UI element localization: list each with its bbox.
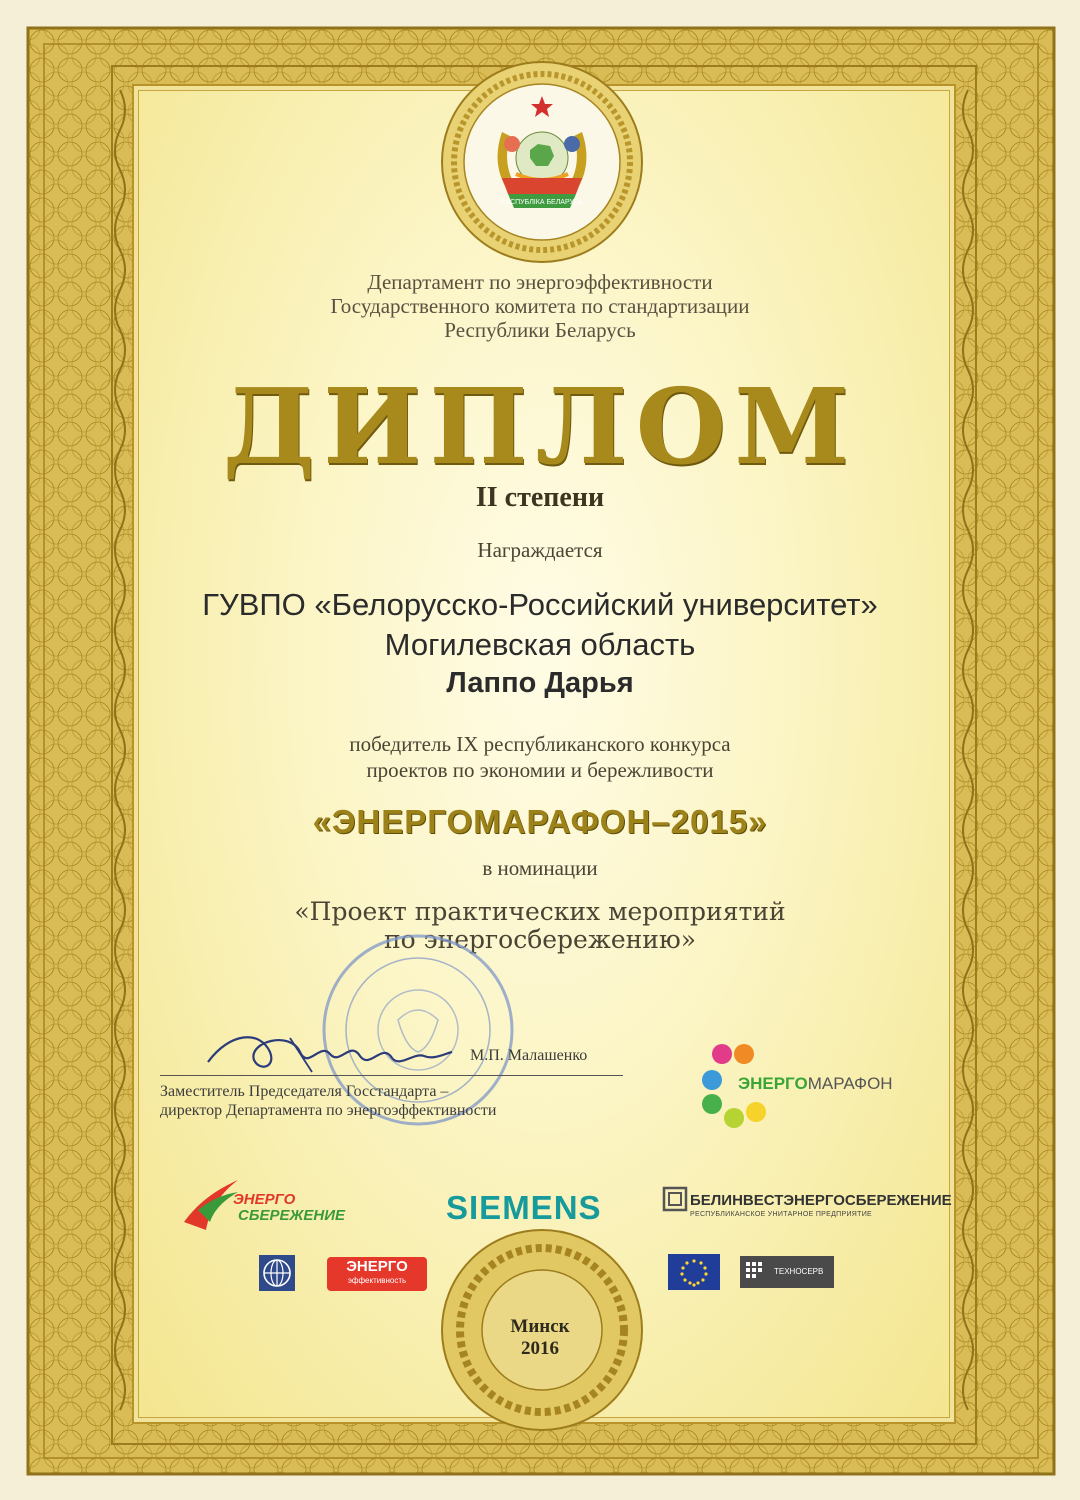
position-line: директор Департамента по энергоэффективности [160, 1102, 497, 1119]
svg-text:РЭСПУБЛІКА БЕЛАРУСЬ: РЭСПУБЛІКА БЕЛАРУСЬ [500, 199, 584, 206]
technoserv-logo [740, 1256, 834, 1288]
energy-badge-subtitle: эффективность [347, 1276, 407, 1285]
energy-badge-title: ЭНЕРГО [346, 1258, 408, 1275]
nomination-label: в номинации [482, 856, 598, 880]
signer-name: М.П. Малашенко [470, 1047, 588, 1064]
belinvest-logo-subtitle: РЕСПУБЛИКАНСКОЕ УНИТАРНОЕ ПРЕДПРИЯТИЕ [690, 1211, 873, 1218]
issue-city: Минск [510, 1316, 570, 1337]
diploma-degree: II степени [475, 482, 605, 513]
technoserv-grid-icon [746, 1262, 768, 1282]
issuing-department [0, 270, 1080, 342]
winner-line: проектов по экономии и бережливости [366, 758, 714, 782]
eu-flag-icon [668, 1254, 720, 1290]
signer-position [160, 1082, 496, 1120]
organization-name: ГУВПО «Белорусско-Российский университет» [202, 587, 878, 622]
winner-line: победитель IX республиканского конкурса [349, 732, 731, 756]
department-line: Департамент по энергоэффективности [367, 270, 713, 294]
nomination-line: по энергосбережению» [383, 925, 697, 954]
nomination-line: «Проект практических мероприятий [294, 897, 786, 926]
handwritten-signature [200, 1012, 460, 1082]
energo-savings-logo-line2: СБЕРЕЖЕНИЕ [238, 1207, 346, 1224]
winner-description [0, 731, 1080, 783]
contest-name: «ЭНЕРГОМАРАФОН–2015» [312, 803, 768, 840]
energo-savings-logo-line1: ЭНЕРГО [233, 1191, 296, 1208]
department-line: Государственного комитета по стандартизации [330, 294, 750, 318]
energy-efficiency-badge [327, 1257, 427, 1291]
issue-year: 2016 [521, 1338, 559, 1359]
world-bank-globe-icon [258, 1254, 296, 1292]
recipient-organization [0, 585, 1080, 665]
technoserv-label: ТЕХНОСЕРВ [774, 1267, 824, 1276]
belinvest-logo-title: БЕЛИНВЕСТЭНЕРГОСБЕРЕЖЕНИЕ [690, 1192, 952, 1209]
department-line: Республики Беларусь [444, 318, 636, 342]
signature-line [160, 1075, 623, 1076]
position-line: Заместитель Председателя Госстандарта – [160, 1083, 449, 1100]
belinvest-logo-icon [662, 1186, 688, 1212]
diploma-title: ДИПЛОМ [222, 365, 858, 488]
energomarathon-logo-text: ЭНЕРГОМАРАФОН [738, 1074, 893, 1093]
state-emblem [472, 92, 612, 232]
star-icon [531, 96, 553, 117]
awarded-label: Награждается [477, 538, 603, 562]
siemens-logo: SIEMENS [446, 1189, 602, 1226]
recipient-name: Лаппо Дарья [446, 667, 634, 699]
energo-savings-logo-icon [180, 1170, 240, 1234]
organization-region: Могилевская область [384, 627, 696, 662]
issue-place-and-year [0, 1316, 1080, 1360]
nomination-name [0, 898, 1080, 954]
